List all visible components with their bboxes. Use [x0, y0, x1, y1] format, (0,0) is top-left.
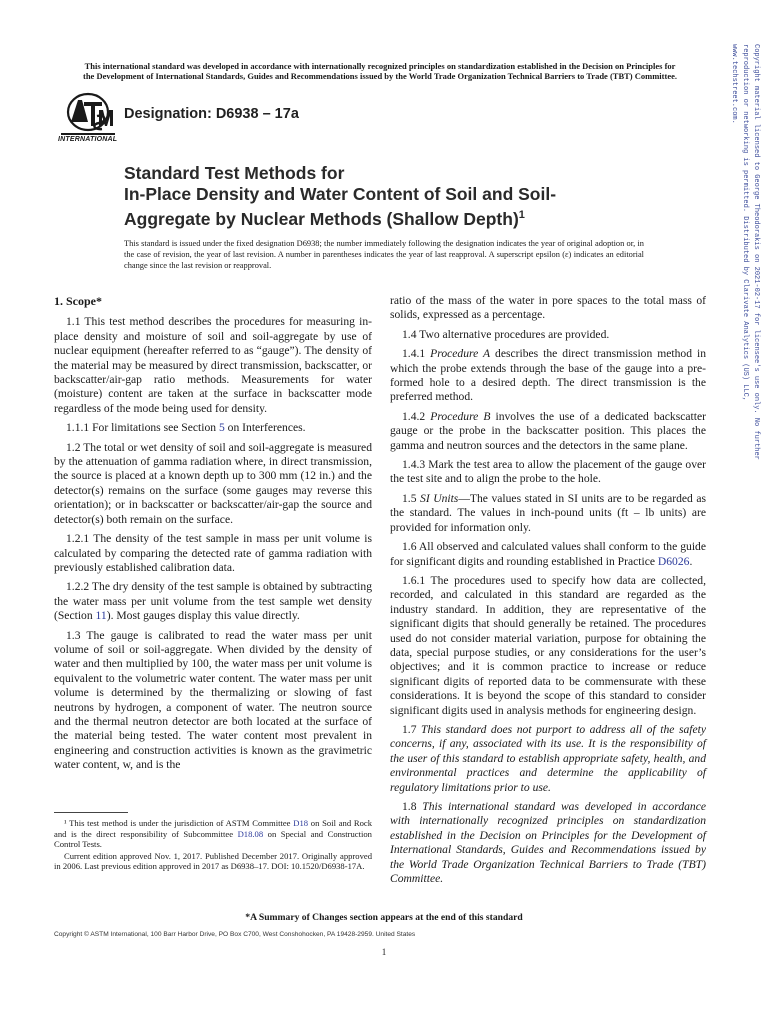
- title-line-2: In-Place Density and Water Content of Soil and Soil-: [124, 184, 557, 204]
- footnote-1-text-mid: on Soil and Rock and is the direct responsibility of Subcommittee: [54, 818, 372, 839]
- para-1-2: 1.2 The total or wet density of soil and soil-aggregate is measured by the attenuation of gamma radiation where, in direct transmission, the source is placed at a known depth up to 300 mm (12 in.) and the detector(s) remains on the surface (some gauges may reverse this orientation); or in backscatter or backscatter/air-gap the source and detector(s) both remain on the surface.: [54, 440, 372, 526]
- para-1-6: [390, 540, 706, 569]
- footnotes: [54, 818, 372, 873]
- para-1-4-3: 1.4.3 Mark the test area to allow the placement of the gauge over the test site and to align the probe to the hole.: [390, 458, 706, 486]
- para-1-4-1: [390, 347, 706, 405]
- para-1-2-2-text-end: ). Most gauges display this value directly.: [106, 609, 300, 623]
- para-1-1: 1.1 This test method describes the procedures for measuring in-place density and moisture of soil and soil-aggregate by use of nuclear equipment (hereafter referred to as “gauge”). The density of the material may be measured by direct transmission, backscatter, or backscatter/air-gap ratio methods. Measurements for water (moisture) content are taken at the surface in backscatter mode regardless of the mode being used for density.: [54, 315, 372, 415]
- para-1-8-num: 1.8: [402, 800, 423, 813]
- logo-caption: INTERNATIONAL: [58, 136, 118, 143]
- right-column: [390, 294, 706, 891]
- footnote-1-text: ¹ This test method is under the jurisdiction of ASTM Committee: [64, 818, 294, 828]
- left-column: [54, 294, 372, 778]
- designation: Designation: D6938 – 17a: [124, 106, 299, 122]
- para-1-2-2: [54, 580, 372, 623]
- license-watermark: Copyright material licensed to George Theodorakis on 2021-02-17 for licensee's use only. No further reproduction or networking is permitted. Distributed by Clarivate Analytics (US) LLC, www.techstreet.com.: [730, 44, 760, 460]
- para-1-4-2: [390, 410, 706, 453]
- para-1-5-text: —The values stated in SI units are to be regarded as the standard. The values in inch-pound units (ft – lb units) are provided for information only.: [390, 491, 706, 534]
- para-1-7-num: 1.7: [402, 722, 422, 736]
- title-line-3: [124, 205, 594, 230]
- page-number: 1: [381, 947, 387, 957]
- para-1-6-text-end: .: [689, 554, 693, 568]
- para-1-3: 1.3 The gauge is calibrated to read the water mass per unit volume of soil or soil-aggregate. When divided by the density of water and then multiplied by 100, the water mass per unit volume is equivalent to the volumetric water content. The water mass per unit volume is determined by the thermalizing or slowing of fast neutrons by hydrogen, a component of water. The neutron source and the thermal neutron detector are both located at the surface of the material being tested. The water content most prevalent in engineering and construction activities is known as the gravimetric water content, w, and is the: [54, 628, 372, 772]
- section-5-link[interactable]: 5: [218, 421, 225, 435]
- para-1-6-1: 1.6.1 The procedures used to specify how data are collected, recorded, and calculated in this standard are regarded as the industry standard. In addition, they are representative of the significant digits that should generally be retained. The procedures used do not consider material variation, purpose for obtaining the data, special purpose studies, or any considerations for the user’s objectives; and it is common practice to increase or reduce significant digits of reported data to be commensurate with these considerations. It is beyond the scope of this standard to consider significant digits used in analysis methods for engineering design.: [390, 573, 706, 717]
- para-1-4-1-text: describes the direct transmission method in which the probe extends through the base of the gauge into a pre-formed hole to a desired depth. The direct transmission is the preferred method.: [390, 347, 706, 404]
- para-1-8: [390, 800, 706, 886]
- para-1-5-num: 1.5: [402, 491, 421, 505]
- footnote-1-text-end: on Special and Construction Control Tests.: [54, 828, 372, 850]
- tbt-statement: This international standard was developed in accordance with internationally recognized principles on standardization established in the Decision on Principles for the Development of International Standards, Guides and Recommendations issued by the World Trade Organization Technical Barriers to Trade (TBT) Committee.: [390, 800, 706, 886]
- si-units-label: SI Units: [420, 491, 459, 505]
- subcommittee-d18-08-link[interactable]: D18.08: [237, 828, 264, 839]
- committee-d18-link[interactable]: D18: [293, 818, 309, 828]
- title-footnote-mark: 1: [518, 209, 525, 221]
- astm-logo: [58, 92, 118, 148]
- procedure-b-label: Procedure B: [430, 409, 491, 423]
- para-1-2-2-text: 1.2.2 The dry density of the test sample is obtained by subtracting the water mass per unit volume from the test sample wet density (Section: [54, 580, 372, 623]
- para-1-2-1: 1.2.1 The density of the test sample in mass per unit volume is calculated by comparing the detected rate of gamma radiation with previously established calibration data.: [54, 532, 372, 574]
- section-11-link[interactable]: 11: [95, 609, 107, 623]
- para-1-4-2-text: involves the use of a dedicated backscatter gauge or the probe in the backscatter position. This places the gamma and neutron sources and the detectors in the same plane.: [390, 409, 706, 452]
- title-line-3-text: Aggregate by Nuclear Methods (Shallow Depth): [124, 208, 519, 229]
- copyright-line: Copyright © ASTM International, 100 Barr Harbor Drive, PO Box C700, West Conshohocken, PA 19428-2959. United States: [54, 931, 416, 938]
- para-1-1-1: [54, 421, 372, 435]
- para-1-4-2-num: 1.4.2: [402, 409, 431, 423]
- para-1-3-continued: ratio of the mass of the water in pore spaces to the total mass of solids, expressed as a percentage.: [390, 294, 706, 322]
- para-1-4: 1.4 Two alternative procedures are provided.: [402, 327, 610, 341]
- practice-d6026-link[interactable]: D6026: [657, 554, 690, 568]
- para-1-7: [390, 723, 706, 795]
- footnote-edition: Current edition approved Nov. 1, 2017. Published December 2017. Originally approved in 2006. Last previous edition approved in 2017 as D6938–17. DOI: 10.1520/D6938-17A.: [54, 850, 372, 872]
- summary-of-changes-note: *A Summary of Changes section appears at the end of this standard: [245, 912, 523, 923]
- safety-statement: This standard does not purport to address all of the safety concerns, if any, associated with its use. It is the responsibility of the user of this standard to establish appropriate safety, health, and environmental practices and determine the applicability of regulatory limitations prior to use.: [390, 722, 706, 794]
- footnote-divider: [54, 812, 128, 813]
- para-1-1-1-text: 1.1.1 For limitations see Section: [66, 421, 219, 435]
- section-heading-scope: 1. Scope*: [54, 294, 102, 308]
- page-title: [124, 163, 594, 230]
- para-1-6-text: 1.6 All observed and calculated values shall conform to the guide for significant digits and rounding established in Practice: [390, 540, 706, 568]
- procedure-a-label: Procedure A: [430, 347, 491, 361]
- para-1-1-1-text-end: on Interferences.: [224, 421, 306, 435]
- title-line-1: Standard Test Methods for: [124, 163, 345, 183]
- para-1-5: [390, 492, 706, 535]
- standardization-notice: This international standard was developed in accordance with internationally recognized principles on standardization established in the Decision on Principles for the Development of International Standards, Guides and Recommendations issued by the World Trade Organization Technical Barriers to Trade (TBT) Committee.: [83, 61, 677, 81]
- footnote-1: [54, 818, 372, 850]
- para-1-4-1-num: 1.4.1: [402, 347, 431, 361]
- issuance-statement: This standard is issued under the fixed designation D6938; the number immediately following the designation indicates the year of original adoption or, in the case of revision, the year of last revision. A number in parentheses indicates the year of last reapproval. A superscript epsilon (ε) indicates an editorial change since the last revision or reapproval.: [124, 239, 644, 270]
